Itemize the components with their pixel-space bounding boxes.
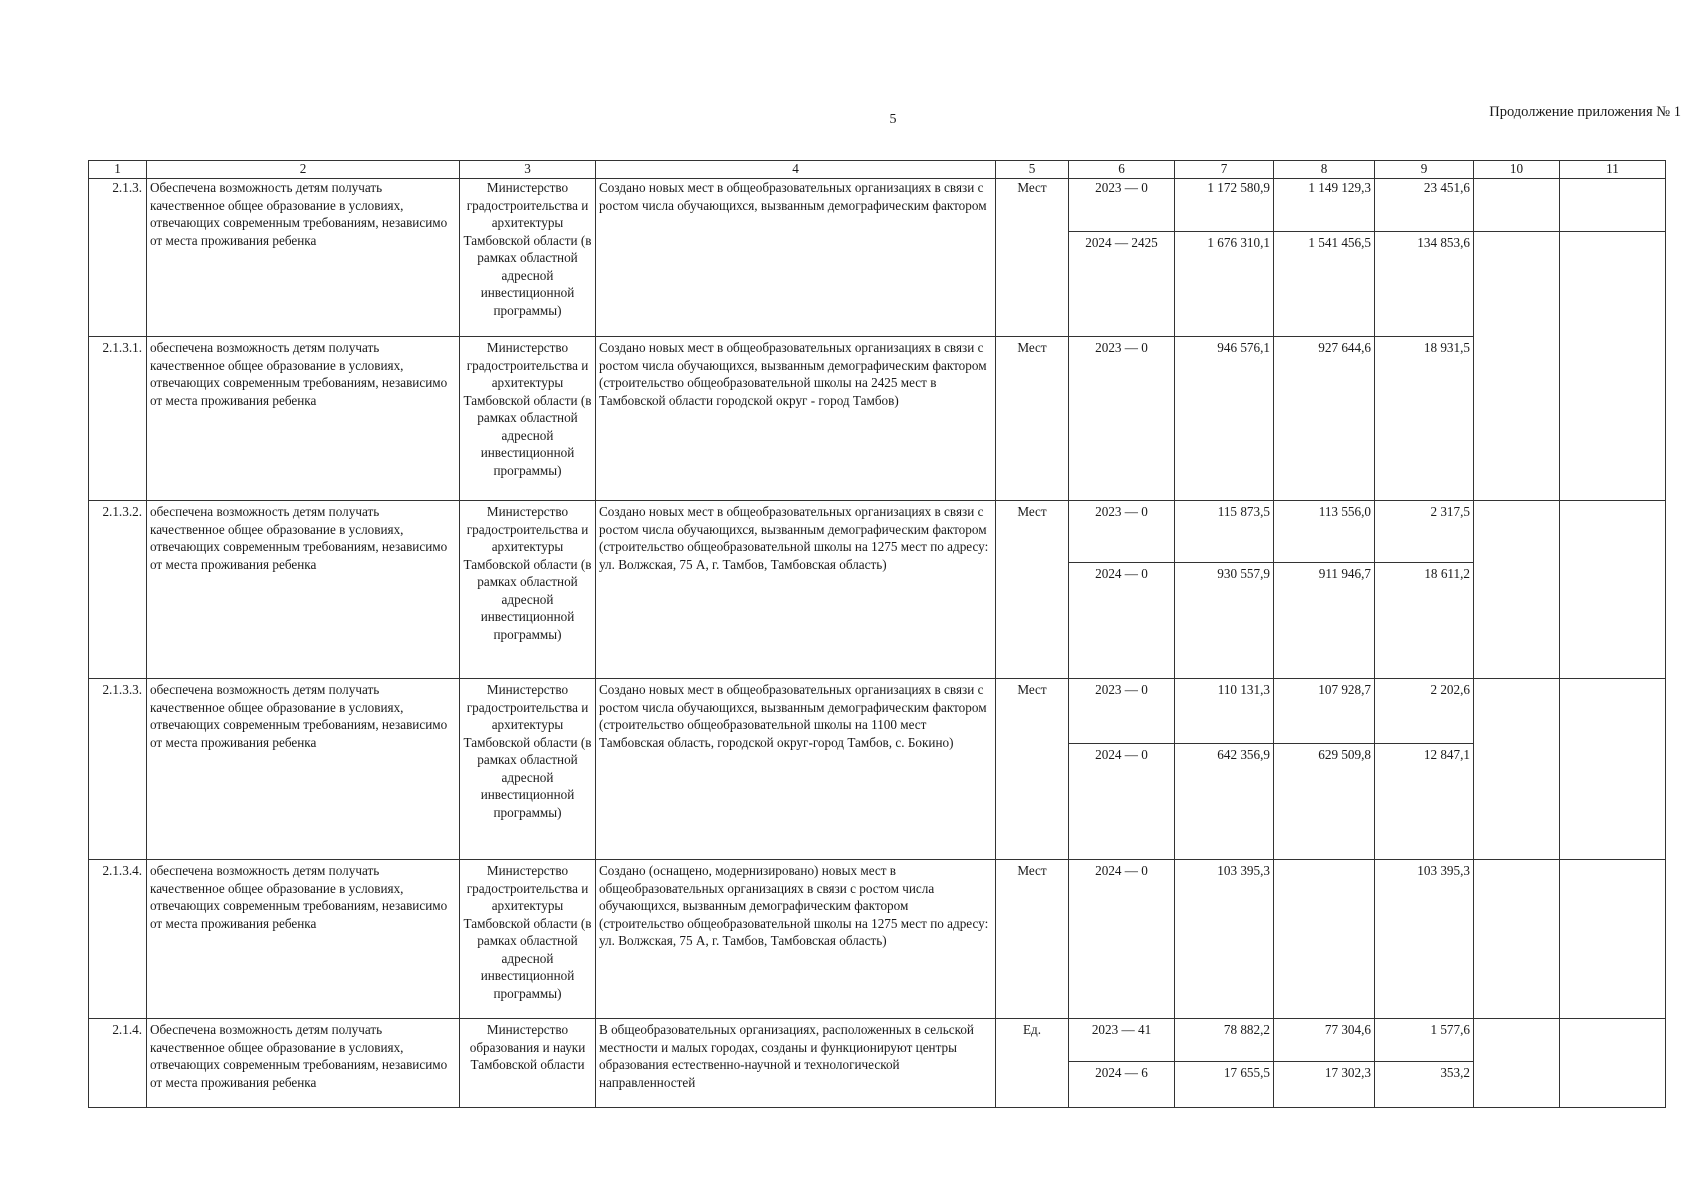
- cell-col-10: [1474, 860, 1560, 1019]
- row-result: обеспечена возможность детям получать качественное общее образование в условиях, отвечающих современным требованиям, независимо от места проживания ребенка: [147, 679, 460, 860]
- cell-col-11: [1560, 860, 1666, 1019]
- row-unit: Ед.: [996, 1019, 1069, 1108]
- table-row: [89, 1019, 1666, 1062]
- table-row: [89, 337, 1666, 501]
- row-result: Обеспечена возможность детям получать качественное общее образование в условиях, отвечающих современным требованиям, независимо от места проживания ребенка: [147, 1019, 460, 1108]
- cell-col-10: [1474, 679, 1560, 860]
- cell-col-11: [1560, 501, 1666, 679]
- year-value: 2023 — 0: [1069, 501, 1175, 563]
- cell-col-9: 18 611,2: [1375, 563, 1474, 679]
- header-col-8: 8: [1274, 161, 1375, 179]
- cell-col-9: 12 847,1: [1375, 744, 1474, 860]
- cell-col-9: 1 577,6: [1375, 1019, 1474, 1062]
- header-col-10: 10: [1474, 161, 1560, 179]
- cell-col-9: 103 395,3: [1375, 860, 1474, 1019]
- year-value: 2024 — 0: [1069, 860, 1175, 1019]
- cell-col-10: [1474, 1019, 1560, 1108]
- cell-col-7: 1 172 580,9: [1175, 179, 1274, 232]
- cell-col-8: 107 928,7: [1274, 679, 1375, 744]
- cell-col-10: [1474, 232, 1560, 501]
- cell-col-7: 17 655,5: [1175, 1062, 1274, 1108]
- cell-col-8: 17 302,3: [1274, 1062, 1375, 1108]
- year-value: 2023 — 0: [1069, 179, 1175, 232]
- row-indicator: Создано новых мест в общеобразовательных организациях в связи с ростом числа обучающихся, вызванным демографическим фактором (строительство общеобразовательной школы на 1275 мест по адресу: ул. Волжская, 75 А, г. Тамбов, Тамбовская область): [596, 501, 996, 679]
- cell-col-9: 353,2: [1375, 1062, 1474, 1108]
- cell-col-10: [1474, 501, 1560, 679]
- cell-col-9: 18 931,5: [1375, 337, 1474, 501]
- row-result: обеспечена возможность детям получать качественное общее образование в условиях, отвечающих современным требованиям, независимо от места проживания ребенка: [147, 337, 460, 501]
- row-result: обеспечена возможность детям получать качественное общее образование в условиях, отвечающих современным требованиям, независимо от места проживания ребенка: [147, 860, 460, 1019]
- year-value: 2023 — 41: [1069, 1019, 1175, 1062]
- header-col-3: 3: [460, 161, 596, 179]
- row-executor: Министерство градостроительства и архитектуры Тамбовской области (в рамках областной адресной инвестиционной программы): [460, 501, 596, 679]
- cell-col-11: [1560, 679, 1666, 860]
- row-code: 2.1.3.4.: [89, 860, 147, 1019]
- row-indicator: В общеобразовательных организациях, расположенных в сельской местности и малых городах, созданы и функционируют центры образования естественно-научной и технологической направленностей: [596, 1019, 996, 1108]
- row-executor: Министерство градостроительства и архитектуры Тамбовской области (в рамках областной адресной инвестиционной программы): [460, 679, 596, 860]
- cell-col-8: 77 304,6: [1274, 1019, 1375, 1062]
- cell-col-8: 911 946,7: [1274, 563, 1375, 679]
- row-executor: Министерство градостроительства и архитектуры Тамбовской области (в рамках областной адресной инвестиционной программы): [460, 179, 596, 337]
- cell-col-7: 78 882,2: [1175, 1019, 1274, 1062]
- year-value: 2024 — 2425: [1069, 232, 1175, 337]
- year-value: 2023 — 0: [1069, 679, 1175, 744]
- cell-col-8: 113 556,0: [1274, 501, 1375, 563]
- row-unit: Мест: [996, 337, 1069, 501]
- row-result: Обеспечена возможность детям получать качественное общее образование в условиях, отвечающих современным требованиям, независимо от места проживания ребенка: [147, 179, 460, 337]
- cell-col-11: [1560, 179, 1666, 232]
- header-col-1: 1: [89, 161, 147, 179]
- continuation-label: Продолжение приложения № 1: [1489, 104, 1681, 120]
- row-unit: Мест: [996, 501, 1069, 679]
- year-value: 2023 — 0: [1069, 337, 1175, 501]
- cell-col-8: [1274, 860, 1375, 1019]
- cell-col-11: [1560, 232, 1666, 501]
- row-executor: Министерство градостроительства и архитектуры Тамбовской области (в рамках областной адресной инвестиционной программы): [460, 337, 596, 501]
- cell-col-8: 927 644,6: [1274, 337, 1375, 501]
- cell-col-9: 23 451,6: [1375, 179, 1474, 232]
- row-indicator: Создано новых мест в общеобразовательных организациях в связи с ростом числа обучающихся, вызванным демографическим фактором (строительство общеобразовательной школы на 2425 мест в Тамбовской области городской округ - город Тамбов): [596, 337, 996, 501]
- row-executor: Министерство градостроительства и архитектуры Тамбовской области (в рамках областной адресной инвестиционной программы): [460, 860, 596, 1019]
- header-col-4: 4: [596, 161, 996, 179]
- header-col-6: 6: [1069, 161, 1175, 179]
- year-value: 2024 — 0: [1069, 744, 1175, 860]
- table-row: [89, 501, 1666, 563]
- cell-col-8: 629 509,8: [1274, 744, 1375, 860]
- header-col-5: 5: [996, 161, 1069, 179]
- row-indicator: Создано новых мест в общеобразовательных организациях в связи с ростом числа обучающихся, вызванным демографическим фактором: [596, 179, 996, 337]
- header-col-9: 9: [1375, 161, 1474, 179]
- cell-col-7: 115 873,5: [1175, 501, 1274, 563]
- row-result: обеспечена возможность детям получать качественное общее образование в условиях, отвечающих современным требованиям, независимо от места проживания ребенка: [147, 501, 460, 679]
- year-value: 2024 — 0: [1069, 563, 1175, 679]
- header-row: [89, 161, 1666, 179]
- cell-col-7: 642 356,9: [1175, 744, 1274, 860]
- cell-col-7: 103 395,3: [1175, 860, 1274, 1019]
- row-code: 2.1.3.: [89, 179, 147, 337]
- header-col-2: 2: [147, 161, 460, 179]
- row-unit: Мест: [996, 679, 1069, 860]
- cell-col-9: 2 317,5: [1375, 501, 1474, 563]
- cell-col-8: 1 149 129,3: [1274, 179, 1375, 232]
- row-indicator: Создано (оснащено, модернизировано) новых мест в общеобразовательных организациях в связи с ростом числа обучающихся, вызванным демографическим фактором (строительство общеобразовательной школы на 1275 мест по адресу: ул. Волжская, 75 А, г. Тамбов, Тамбовская область): [596, 860, 996, 1019]
- cell-col-7: 1 676 310,1: [1175, 232, 1274, 337]
- row-code: 2.1.3.2.: [89, 501, 147, 679]
- cell-col-9: 134 853,6: [1375, 232, 1474, 337]
- cell-col-11: [1560, 1019, 1666, 1108]
- row-unit: Мест: [996, 860, 1069, 1019]
- row-code: 2.1.3.1.: [89, 337, 147, 501]
- row-executor: Министерство образования и науки Тамбовской области: [460, 1019, 596, 1108]
- row-unit: Мест: [996, 179, 1069, 337]
- row-indicator: Создано новых мест в общеобразовательных организациях в связи с ростом числа обучающихся, вызванным демографическим фактором (строительство общеобразовательной школы на 1100 мест Тамбовская область, городской округ-город Тамбов, с. Бокино): [596, 679, 996, 860]
- cell-col-8: 1 541 456,5: [1274, 232, 1375, 337]
- page-number: 5: [889, 112, 897, 127]
- cell-col-9: 2 202,6: [1375, 679, 1474, 744]
- appendix-table: [88, 160, 1666, 1108]
- row-code: 2.1.4.: [89, 1019, 147, 1108]
- header-col-11: 11: [1560, 161, 1666, 179]
- table-row: [89, 679, 1666, 744]
- cell-col-7: 930 557,9: [1175, 563, 1274, 679]
- cell-col-7: 946 576,1: [1175, 337, 1274, 501]
- year-value: 2024 — 6: [1069, 1062, 1175, 1108]
- cell-col-7: 110 131,3: [1175, 679, 1274, 744]
- table-row: [89, 860, 1666, 1019]
- table-row: [89, 179, 1666, 232]
- row-code: 2.1.3.3.: [89, 679, 147, 860]
- header-col-7: 7: [1175, 161, 1274, 179]
- cell-col-10: [1474, 179, 1560, 232]
